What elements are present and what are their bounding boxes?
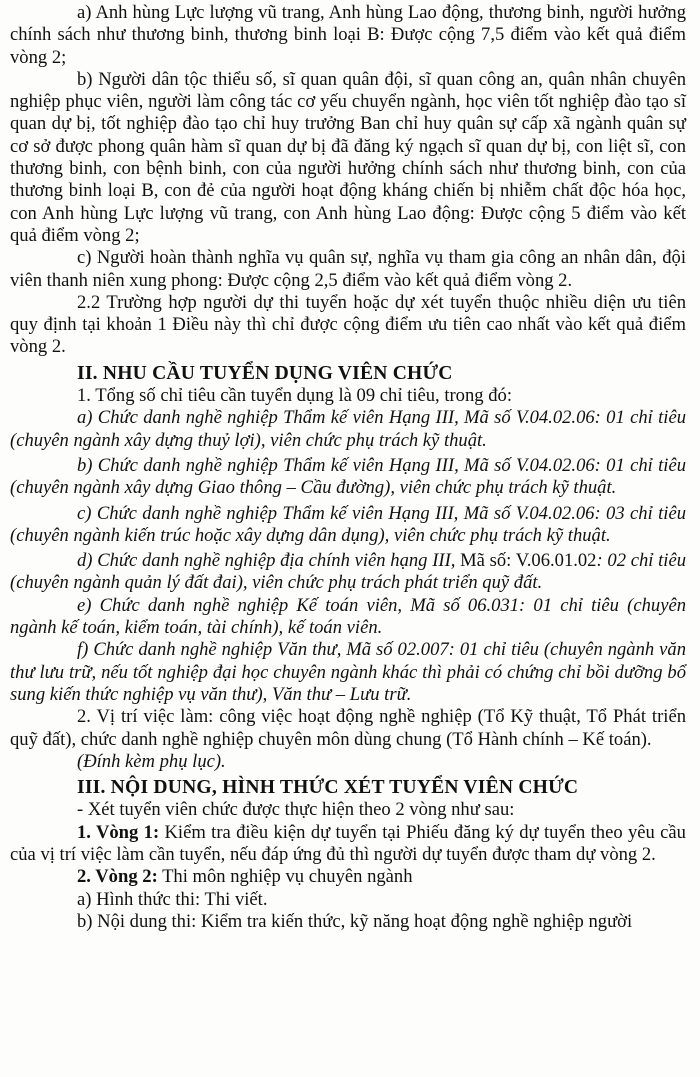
quota-item-c: c) Chức danh nghề nghiệp Thẩm kế viên Hạng III, Mã số V.04.02.06: 03 chỉ tiêu (chuyên ngành kiến trúc hoặc xây dựng dân dụng), viên chức phụ trách kỹ thuật. [10,502,686,546]
paragraph-rounds-intro: - Xét tuyển viên chức được thực hiện theo 2 vòng như sau: [77,799,515,821]
paragraph-priority-a: a) Anh hùng Lực lượng vũ trang, Anh hùng Lao động, thương binh, người hưởng chính sách như thương binh, thương binh loại B: Được cộng 7,5 điểm vào kết quả điểm vòng 2; [10,2,686,68]
paragraph-multiple-priority: 2.2 Trường hợp người dự thi tuyển hoặc dự xét tuyển thuộc nhiều diện ưu tiên quy định tại khoản 1 Điều này thì chỉ được cộng điểm ưu tiên cao nhất vào kết quả điểm vòng 2. [10,291,686,358]
quota-item-e: e) Chức danh nghề nghiệp Kế toán viên, Mã số 06.031: 01 chỉ tiêu (chuyên ngành kế toán, kiểm toán, tài chính), kế toán viên. [10,594,686,639]
section-heading-ii: II. NHU CẦU TUYỂN DỤNG VIÊN CHỨC [77,362,453,384]
quota-item-d-code: Mã số: V.06.01.02 [460,550,597,572]
paragraph-total-quota: 1. Tổng số chỉ tiêu cần tuyển dụng là 09 chỉ tiêu, trong đó: [77,385,512,407]
quota-item-b: b) Chức danh nghề nghiệp Thẩm kế viên Hạng III, Mã số V.04.02.06: 01 chỉ tiêu (chuyên ngành xây dựng Giao thông – Cầu đường), viên chức phụ trách kỹ thuật. [10,454,686,499]
quota-item-d [10,550,686,595]
paragraph-priority-b: b) Người dân tộc thiểu số, sĩ quan quân đội, sĩ quan công an, quân nhân chuyên nghiệp phục viên, người làm công tác cơ yếu chuyển ngành, học viên tốt nghiệp đào tạo sĩ quan dự bị, tốt nghiệp đào tạo chỉ huy trưởng Ban chỉ huy quân sự cấp xã ngành quân sự cơ sở được phong quân hàm sĩ quan dự bị đã đăng ký ngạch sĩ quan dự bị, con liệt sĩ, con thương binh, con bệnh binh, con của người hưởng chính sách như thương binh, con của thương binh loại B, con đẻ của người hoạt động kháng chiến bị nhiễm chất độc hóa học, con Anh hùng Lực lượng vũ trang, con Anh hùng Lao động: Được cộng 5 điểm vào kết quả điểm vòng 2; [10,68,686,246]
paragraph-exam-content: b) Nội dung thi: Kiểm tra kiến thức, kỹ năng hoạt động nghề nghiệp người [77,910,633,932]
quota-item-f: f) Chức danh nghề nghiệp Văn thư, Mã số 02.007: 01 chỉ tiêu (chuyên ngành văn thư lưu trữ, nếu tốt nghiệp đại học chuyên ngành khác thì phải có chứng chỉ bồi dưỡng bổ sung kiến thức nghiệp vụ văn thư), Văn thư – Lưu trữ. [10,639,686,705]
paragraph-round-2 [10,866,686,888]
section-heading-iii: III. NỘI DUNG, HÌNH THỨC XÉT TUYỂN VIÊN CHỨC [77,777,579,799]
quota-item-d-title: d) Chức danh nghề nghiệp địa chính viên hạng III, [77,550,461,572]
paragraph-priority-c: c) Người hoàn thành nghĩa vụ quân sự, nghĩa vụ tham gia công an nhân dân, đội viên thanh niên xung phong: Được cộng 2,5 điểm vào kết quả điểm vòng 2. [10,247,686,291]
round-2-text: Thi môn nghiệp vụ chuyên ngành [157,866,413,888]
round-2-label: 2. Vòng 2: [77,866,158,888]
paragraph-exam-format: a) Hình thức thi: Thi viết. [77,888,268,910]
quota-item-a: a) Chức danh nghề nghiệp Thẩm kế viên Hạng III, Mã số V.04.02.06: 01 chỉ tiêu (chuyên ngành xây dựng thuỷ lợi), viên chức phụ trách kỹ thuật. [10,407,686,451]
round-1-text: Kiểm tra điều kiện dự tuyển tại Phiếu đăng ký dự tuyển theo yêu cầu của vị trí việc làm cần tuyển, nếu đáp ứng đủ thì người dự tuyển được tham dự vòng 2. [10,821,686,865]
paragraph-job-position: 2. Vị trí việc làm: công việc hoạt động nghề nghiệp (Tổ Kỹ thuật, Tổ Phát triển quỹ đất), chức danh nghề nghiệp chuyên môn dùng chung (Tổ Hành chính – Kế toán). [10,706,686,750]
paragraph-round-1 [10,822,686,867]
appendix-note: (Đính kèm phụ lục). [77,750,226,772]
quota-item-d-detail: : 02 chỉ tiêu (chuyên ngành quản lý đất đai), viên chức phụ trách phát triển quỹ đất. [10,550,687,594]
round-1-label: 1. Vòng 1: [77,821,160,843]
